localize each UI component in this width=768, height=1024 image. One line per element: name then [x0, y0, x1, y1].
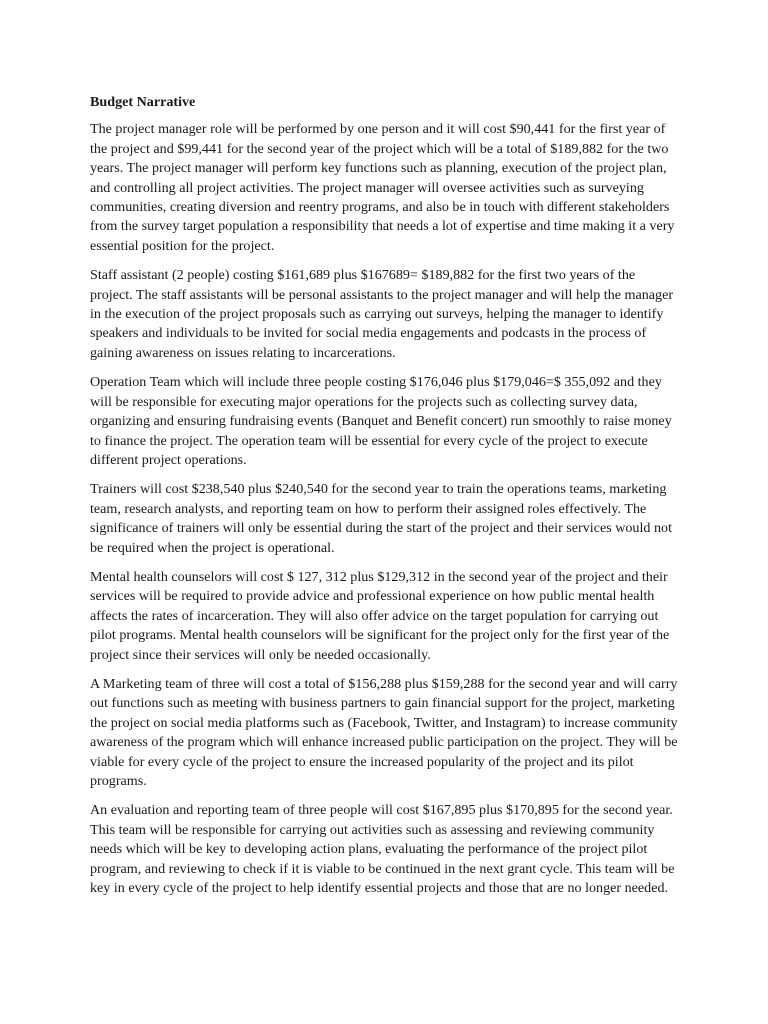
paragraph-trainers: Trainers will cost $238,540 plus $240,540 for the second year to train the operations teams, marketing team, research analysts, and reporting team on how to perform their assigned roles effectively. The significance of trainers will only be essential during the start of the project and their services would not be required when the project is operational.: [90, 481, 672, 556]
paragraph-evaluation-team: An evaluation and reporting team of three people will cost $167,895 plus $170,895 for the second year. This team will be responsible for carrying out activities such as assessing and reviewing community needs which will be key to developing action plans, evaluating the performance of the project pilot program, and reviewing to check if it is viable to be continued in the next grant cycle. This team will be key in every cycle of the project to help identify essential projects and those that are no longer needed.: [90, 802, 675, 897]
paragraph-marketing-team: A Marketing team of three will cost a total of $156,288 plus $159,288 for the second year and will carry out functions such as meeting with business partners to gain financial support for the project, marketing the project on social media platforms such as (Facebook, Twitter, and Instagram) to increase community awareness of the program which will enhance increased public participation on the project. They will be viable for every cycle of the project to ensure the increased popularity of the project and its pilot programs.: [90, 675, 678, 789]
paragraph-operation-team: Operation Team which will include three people costing $176,046 plus $179,046=$ 355,092 and they will be responsible for executing major operations for the projects such as collecting survey data, organizing and ensuring fundraising events (Banquet and Benefit concert) run smoothly to raise money to finance the project. The operation team will be essential for every cycle of the project to execute different project operations.: [90, 374, 672, 468]
document-heading: Budget Narrative: [90, 94, 196, 110]
paragraph-project-manager: The project manager role will be performed by one person and it will cost $90,441 for the first year of the project and $99,441 for the second year of the project which will be a total of $189,882 for the two years. The project manager will perform key functions such as planning, execution of the project plan, and controlling all project activities. The project manager will oversee activities such as surveying communities, creating diversion and reentry programs, and also be in touch with different stakeholders from the survey target population a responsibility that needs a lot of expertise and time making it a very essential position for the project.: [90, 121, 675, 254]
paragraph-staff-assistant: Staff assistant (2 people) costing $161,689 plus $167689= $189,882 for the first two years of the project. The staff assistants will be personal assistants to the project manager and will help the manager in the execution of the project proposals such as carrying out surveys, helping the manager to identify speakers and individuals to be invited for social media engagements and podcasts in the process of gaining awareness on issues relating to incarcerations.: [90, 267, 674, 361]
paragraph-mental-health-counselors: Mental health counselors will cost $ 127, 312 plus $129,312 in the second year of the project and their services will be required to provide advice and professional experience on how public mental health affects the rates of incarceration. They will also offer advice on the target population for carrying out pilot programs. Mental health counselors will be significant for the project only for the first year of the project since their services will only be needed occasionally.: [90, 568, 670, 663]
document-page: [90, 93, 680, 908]
